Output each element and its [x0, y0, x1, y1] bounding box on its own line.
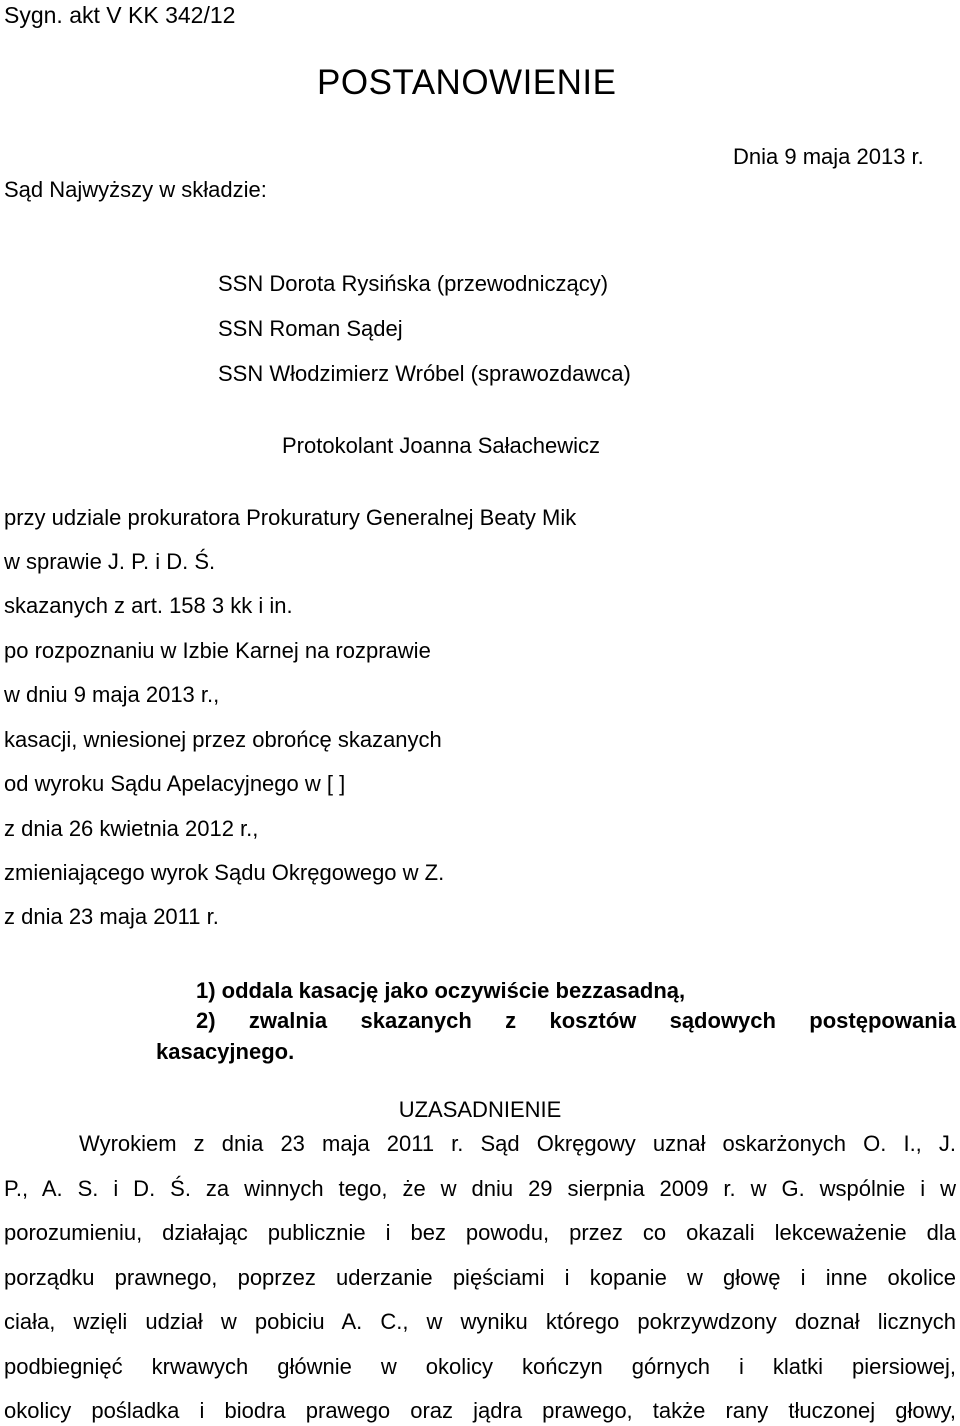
justification-line: okolicy pośladka i biodra prawego oraz jądra prawego, także rany tłuczonej głowy, — [4, 1398, 956, 1423]
justification-line: porządku prawnego, poprzez uderzanie pięściami i kopanie w głowę i inne okolice — [4, 1265, 956, 1290]
proceedings-line: z dnia 23 maja 2011 r. — [4, 904, 219, 929]
court-clerk: Protokolant Joanna Sałachewicz — [282, 433, 600, 458]
proceedings-line: z dnia 26 kwietnia 2012 r., — [4, 816, 259, 841]
case-signature: Sygn. akt V KK 342/12 — [4, 2, 236, 28]
proceedings-line: po rozpoznaniu w Izbie Karnej na rozprawie — [4, 638, 431, 663]
justification-line: ciała, wzięli udział w pobiciu A. C., w wyniku którego pokrzywdzony doznał licznych — [4, 1309, 956, 1334]
justification-line: P., A. S. i D. Ś. za winnych tego, że w dniu 29 sierpnia 2009 r. w G. wspólnie i w — [4, 1176, 956, 1201]
ruling-point-2-continuation: kasacyjnego. — [156, 1039, 295, 1064]
justification-line: porozumieniu, działając publicznie i bez powodu, przez co okazali lekceważenie dla — [4, 1220, 956, 1245]
justification-line: podbiegnięć krwawych głównie w okolicy kończyn górnych i klatki piersiowej, — [4, 1354, 956, 1379]
ruling-point-2: 2) zwalnia skazanych z kosztów sądowych postępowania — [196, 1008, 956, 1033]
ruling-point-1: 1) oddala kasację jako oczywiście bezzasadną, — [196, 978, 686, 1003]
judge-presiding: SSN Dorota Rysińska (przewodniczący) — [218, 271, 609, 296]
proceedings-line: kasacji, wniesionej przez obrońcę skazanych — [4, 727, 442, 752]
proceedings-line: w dniu 9 maja 2013 r., — [4, 682, 220, 707]
ruling-date: Dnia 9 maja 2013 r. — [733, 144, 924, 169]
document-title: POSTANOWIENIE — [317, 63, 617, 102]
proceedings-line: w sprawie J. P. i D. Ś. — [4, 549, 216, 574]
justification-heading: UZASADNIENIE — [398, 1097, 562, 1122]
proceedings-line: od wyroku Sądu Apelacyjnego w [ ] — [4, 771, 346, 796]
proceedings-line: zmieniającego wyrok Sądu Okręgowego w Z. — [4, 860, 445, 885]
judge-rapporteur: SSN Włodzimierz Wróbel (sprawozdawca) — [218, 361, 631, 386]
court-composition-label: Sąd Najwyższy w składzie: — [4, 177, 267, 202]
proceedings-line: skazanych z art. 158 3 kk i in. — [4, 593, 293, 618]
judge: SSN Roman Sądej — [218, 316, 403, 341]
justification-line: Wyrokiem z dnia 23 maja 2011 r. Sąd Okręgowy uznał oskarżonych O. I., J. — [79, 1131, 956, 1156]
proceedings-line: przy udziale prokuratora Prokuratury Generalnej Beaty Mik — [4, 505, 577, 530]
